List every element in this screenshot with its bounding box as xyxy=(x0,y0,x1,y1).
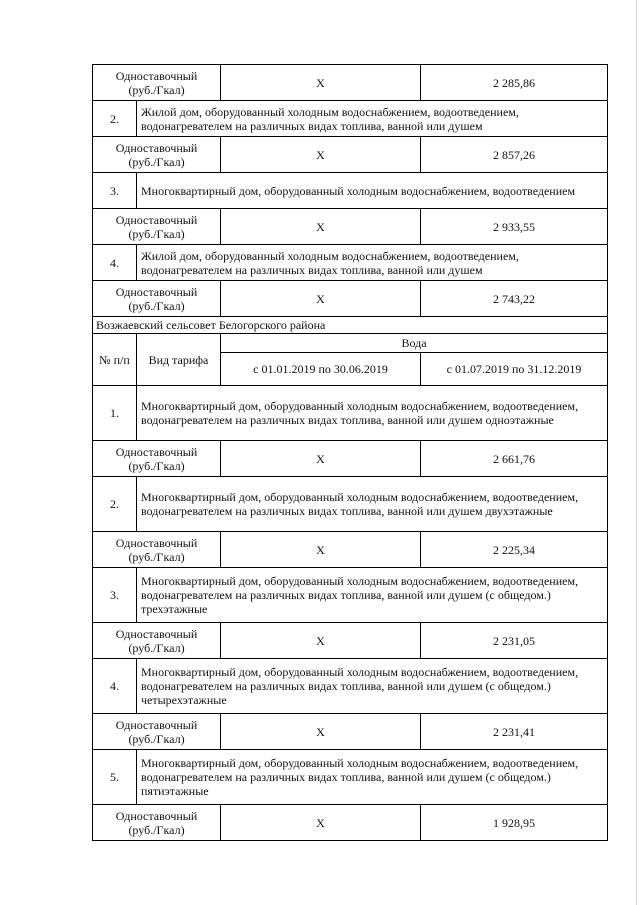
period1-value: Х xyxy=(221,532,421,568)
tariff-type-cell: Одноставочный (руб./Гкал) xyxy=(93,532,221,568)
tariff-type-cell: Одноставочный (руб./Гкал) xyxy=(93,137,221,173)
row-number: 2. xyxy=(93,101,137,137)
period2-value: 2 743,22 xyxy=(421,281,608,317)
table-row xyxy=(93,245,608,281)
header-tariff-type: Вид тарифа xyxy=(137,334,221,386)
row-number: 3. xyxy=(93,568,137,623)
period1-value: Х xyxy=(221,441,421,477)
period2-value: 2 857,26 xyxy=(421,137,608,173)
period2-value: 1 928,95 xyxy=(421,805,608,841)
table-row xyxy=(93,441,608,477)
header-period2: с 01.07.2019 по 31.12.2019 xyxy=(421,353,608,386)
table-row xyxy=(93,750,608,805)
row-description: Многоквартирный дом, оборудованный холодным водоснабжением, водоотведением, водонагревателем на различных видах топлива, ванной или душем двухэтажные xyxy=(137,477,608,532)
row-number: 4. xyxy=(93,245,137,281)
row-number: 5. xyxy=(93,750,137,805)
row-description: Многоквартирный дом, оборудованный холодным водоснабжением, водоотведением, водонагревателем на различных видах топлива, ванной или душем одноэтажные xyxy=(137,386,608,441)
period1-value: Х xyxy=(221,137,421,173)
period2-value: 2 933,55 xyxy=(421,209,608,245)
table-row xyxy=(93,714,608,750)
table-row xyxy=(93,659,608,714)
header-group-water: Вода xyxy=(221,334,608,353)
row-description: Многоквартирный дом, оборудованный холодным водоснабжением, водоотведением, водонагревателем на различных видах топлива, ванной или душем (с общедом.) четырехэтажные xyxy=(137,659,608,714)
table-row xyxy=(93,101,608,137)
row-description: Многоквартирный дом, оборудованный холодным водоснабжением, водоотведением, водонагревателем на различных видах топлива, ванной или душем (с общедом.) пятиэтажные xyxy=(137,750,608,805)
row-number: 4. xyxy=(93,659,137,714)
table-row xyxy=(93,386,608,441)
period1-value: Х xyxy=(221,65,421,101)
header-num: № п/п xyxy=(93,334,137,386)
header-period1: с 01.01.2019 по 30.06.2019 xyxy=(221,353,421,386)
row-description: Многоквартирный дом, оборудованный холодным водоснабжением, водоотведением, водонагревателем на различных видах топлива, ванной или душем (с общедом.) трехэтажные xyxy=(137,568,608,623)
header-row xyxy=(93,334,608,353)
table-row xyxy=(93,65,608,101)
period1-value: Х xyxy=(221,623,421,659)
table-row xyxy=(93,805,608,841)
table-row xyxy=(93,281,608,317)
table-row xyxy=(93,532,608,568)
row-description: Жилой дом, оборудованный холодным водоснабжением, водоотведением, водонагревателем на различных видах топлива, ванной или душем xyxy=(137,101,608,137)
period1-value: Х xyxy=(221,281,421,317)
tariff-type-cell: Одноставочный (руб./Гкал) xyxy=(93,441,221,477)
table-row xyxy=(93,568,608,623)
period2-value: 2 285,86 xyxy=(421,65,608,101)
tariff-type-cell: Одноставочный (руб./Гкал) xyxy=(93,623,221,659)
table-row xyxy=(93,209,608,245)
tariff-type-cell: Одноставочный (руб./Гкал) xyxy=(93,805,221,841)
tariff-table xyxy=(92,64,608,841)
period1-value: Х xyxy=(221,805,421,841)
row-number: 2. xyxy=(93,477,137,532)
period2-value: 2 225,34 xyxy=(421,532,608,568)
page-edge-line xyxy=(636,0,637,905)
table-row xyxy=(93,623,608,659)
period2-value: 2 661,76 xyxy=(421,441,608,477)
section-row xyxy=(93,317,608,334)
table-row xyxy=(93,137,608,173)
period2-value: 2 231,41 xyxy=(421,714,608,750)
tariff-type-cell: Одноставочный (руб./Гкал) xyxy=(93,281,221,317)
row-description: Жилой дом, оборудованный холодным водоснабжением, водоотведением, водонагревателем на различных видах топлива, ванной или душем xyxy=(137,245,608,281)
tariff-type-cell: Одноставочный (руб./Гкал) xyxy=(93,209,221,245)
period2-value: 2 231,05 xyxy=(421,623,608,659)
row-description: Многоквартирный дом, оборудованный холодным водоснабжением, водоотведением xyxy=(137,173,608,209)
table-row xyxy=(93,477,608,532)
tariff-type-cell: Одноставочный (руб./Гкал) xyxy=(93,714,221,750)
tariff-type-cell: Одноставочный (руб./Гкал) xyxy=(93,65,221,101)
row-number: 3. xyxy=(93,173,137,209)
row-number: 1. xyxy=(93,386,137,441)
table-row xyxy=(93,173,608,209)
period1-value: Х xyxy=(221,209,421,245)
section-title: Возжаевский сельсовет Белогорского района xyxy=(93,317,608,334)
period1-value: Х xyxy=(221,714,421,750)
